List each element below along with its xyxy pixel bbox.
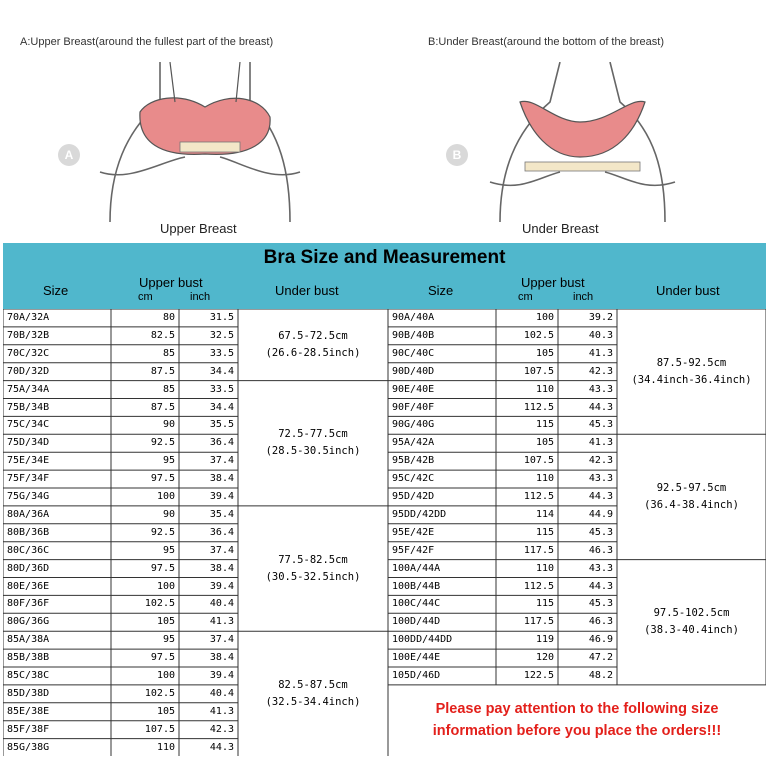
table-title: Bra Size and Measurement bbox=[263, 247, 506, 268]
upper-bust-inch-cell: 46.9 bbox=[588, 634, 613, 646]
under-bust-range bbox=[238, 328, 388, 362]
upper-bust-inch-cell: 44.3 bbox=[588, 580, 613, 592]
upper-bust-cm-cell: 107.5 bbox=[523, 365, 554, 377]
upper-bust-cm-cell: 115 bbox=[535, 598, 554, 610]
upper-bust-inch-cell: 32.5 bbox=[209, 329, 234, 341]
upper-bust-cm-cell: 110 bbox=[535, 562, 554, 574]
upper-bust-cm-cell: 100 bbox=[156, 491, 175, 502]
upper-bust-cm-cell: 102.5 bbox=[144, 598, 175, 610]
upper-bust-inch-cell: 41.3 bbox=[588, 437, 613, 449]
order-notice bbox=[388, 698, 766, 742]
upper-bust-cm-cell: 90 bbox=[162, 508, 175, 520]
size-cell: 75D/34D bbox=[7, 437, 50, 449]
upper-bust-inch-cell: 39.4 bbox=[209, 491, 234, 502]
upper-breast-label: Upper Breast bbox=[160, 221, 237, 236]
header-upper-bust-right: Upper bust bbox=[521, 275, 585, 290]
upper-bust-inch-cell: 41.3 bbox=[588, 347, 613, 359]
size-cell: 100A/44A bbox=[392, 562, 441, 574]
upper-bust-cm-cell: 117.5 bbox=[523, 544, 554, 556]
size-cell: 90C/40C bbox=[392, 347, 435, 359]
upper-bust-inch-cell: 44.3 bbox=[588, 401, 613, 413]
header-size-right: Size bbox=[428, 283, 454, 298]
under-bust-cm: 92.5-97.5cm bbox=[656, 481, 727, 494]
under-bust-range bbox=[617, 605, 766, 639]
size-cell: 95F/42F bbox=[392, 544, 435, 556]
size-cell: 85B/38B bbox=[7, 652, 50, 664]
under-bust-inch: (36.4-38.4inch) bbox=[644, 498, 739, 511]
upper-bust-cm-cell: 100 bbox=[156, 670, 175, 681]
upper-bust-inch-cell: 45.3 bbox=[588, 598, 613, 610]
upper-bust-inch-cell: 40.4 bbox=[209, 598, 234, 610]
upper-bust-inch-cell: 38.4 bbox=[209, 473, 234, 485]
upper-bust-cm-cell: 92.5 bbox=[150, 526, 175, 538]
upper-bust-cm-cell: 80 bbox=[162, 312, 175, 323]
size-cell: 85E/38E bbox=[7, 705, 50, 717]
size-cell: 90B/40B bbox=[392, 329, 435, 341]
upper-bust-cm-cell: 107.5 bbox=[523, 455, 554, 467]
upper-bust-cm-cell: 110 bbox=[156, 741, 175, 753]
upper-bust-inch-cell: 40.4 bbox=[209, 687, 234, 699]
upper-bust-inch-cell: 37.4 bbox=[209, 544, 234, 556]
upper-bust-cm-cell: 95 bbox=[162, 634, 175, 646]
upper-bust-inch-cell: 35.5 bbox=[209, 419, 234, 431]
under-bust-range bbox=[617, 480, 766, 514]
upper-bust-cm-cell: 102.5 bbox=[144, 687, 175, 699]
size-cell: 100B/44B bbox=[392, 580, 441, 592]
upper-bust-cm-cell: 97.5 bbox=[150, 473, 175, 485]
upper-bust-inch-cell: 42.3 bbox=[588, 365, 613, 377]
size-cell: 100C/44C bbox=[392, 598, 441, 610]
size-cell: 85G/38G bbox=[7, 741, 50, 753]
size-cell: 85F/38F bbox=[7, 723, 50, 735]
upper-bust-cm-cell: 87.5 bbox=[150, 401, 175, 413]
size-cell: 80G/36G bbox=[7, 616, 50, 628]
size-cell: 90E/40E bbox=[392, 383, 435, 395]
under-bust-cm: 82.5-87.5cm bbox=[278, 678, 348, 691]
order-notice-line-1: Please pay attention to the following size bbox=[435, 701, 719, 717]
header-upper-bust-left: Upper bust bbox=[139, 275, 203, 290]
upper-bust-cm-cell: 95 bbox=[162, 455, 175, 467]
size-table bbox=[3, 309, 766, 756]
upper-bust-cm-cell: 110 bbox=[535, 383, 554, 395]
size-cell: 95C/42C bbox=[392, 473, 435, 485]
size-cell: 75B/34B bbox=[7, 401, 50, 413]
size-cell: 75A/34A bbox=[7, 383, 50, 395]
upper-bust-inch-cell: 44.9 bbox=[588, 508, 613, 520]
badge-b: B bbox=[446, 144, 468, 166]
under-bust-inch: (26.6-28.5inch) bbox=[265, 346, 361, 359]
upper-bust-cm-cell: 97.5 bbox=[150, 562, 175, 574]
header-under-bust-right: Under bust bbox=[656, 283, 720, 298]
upper-bust-cm-cell: 105 bbox=[535, 347, 554, 359]
under-bust-cm: 97.5-102.5cm bbox=[653, 607, 730, 620]
upper-bust-cm-cell: 119 bbox=[535, 634, 554, 646]
under-bust-inch: (30.5-32.5inch) bbox=[265, 570, 361, 583]
upper-bust-cm-cell: 92.5 bbox=[150, 437, 175, 449]
upper-bust-inch-cell: 31.5 bbox=[209, 312, 234, 323]
size-cell: 105D/46D bbox=[392, 670, 441, 681]
upper-bust-inch-cell: 36.4 bbox=[209, 437, 234, 449]
upper-bust-cm-cell: 95 bbox=[162, 544, 175, 556]
size-cell: 85C/38C bbox=[7, 670, 50, 681]
upper-bust-inch-cell: 34.4 bbox=[209, 365, 234, 377]
table-header bbox=[3, 243, 766, 309]
size-cell: 80C/36C bbox=[7, 544, 50, 556]
upper-bust-cm-cell: 114 bbox=[535, 508, 554, 520]
under-bust-range bbox=[238, 552, 388, 586]
upper-bust-inch-cell: 39.2 bbox=[588, 312, 613, 323]
under-breast-label: Under Breast bbox=[522, 221, 599, 236]
under-bust-cm: 67.5-72.5cm bbox=[278, 329, 348, 342]
upper-bust-cm-cell: 105 bbox=[156, 705, 175, 717]
upper-bust-cm-cell: 120 bbox=[535, 652, 554, 664]
size-cell: 75F/34F bbox=[7, 473, 50, 485]
upper-bust-inch-cell: 46.3 bbox=[588, 616, 613, 628]
size-cell: 95D/42D bbox=[392, 491, 435, 502]
size-cell: 95B/42B bbox=[392, 455, 435, 467]
size-cell: 70A/32A bbox=[7, 312, 50, 323]
upper-bust-inch-cell: 42.3 bbox=[588, 455, 613, 467]
upper-bust-inch-cell: 40.3 bbox=[588, 329, 613, 341]
upper-bust-cm-cell: 115 bbox=[535, 419, 554, 431]
size-cell: 100D/44D bbox=[392, 616, 441, 628]
upper-bust-cm-cell: 112.5 bbox=[523, 401, 554, 413]
upper-bust-cm-cell: 110 bbox=[535, 473, 554, 485]
size-cell: 75C/34C bbox=[7, 419, 50, 431]
size-cell: 80D/36D bbox=[7, 562, 50, 574]
header-inch-left: inch bbox=[190, 291, 211, 303]
size-cell: 95A/42A bbox=[392, 437, 435, 449]
upper-bust-inch-cell: 45.3 bbox=[588, 419, 613, 431]
header-inch-right: inch bbox=[573, 291, 594, 303]
upper-bust-inch-cell: 36.4 bbox=[209, 526, 234, 538]
upper-bust-cm-cell: 90 bbox=[162, 419, 175, 431]
upper-bust-inch-cell: 34.4 bbox=[209, 401, 234, 413]
upper-bust-inch-cell: 43.3 bbox=[588, 562, 613, 574]
upper-bust-cm-cell: 102.5 bbox=[523, 329, 554, 341]
caption-upper-breast: A:Upper Breast(around the fullest part of the breast) bbox=[20, 36, 274, 48]
upper-bust-inch-cell: 42.3 bbox=[209, 723, 234, 735]
header-cm-left: cm bbox=[138, 291, 153, 303]
size-cell: 90F/40F bbox=[392, 401, 435, 413]
header-cm-right: cm bbox=[518, 291, 533, 303]
upper-bust-inch-cell: 47.2 bbox=[588, 652, 613, 664]
upper-bust-cm-cell: 85 bbox=[162, 383, 175, 395]
upper-bust-cm-cell: 115 bbox=[535, 526, 554, 538]
size-cell: 70B/32B bbox=[7, 329, 50, 341]
size-cell: 95DD/42DD bbox=[392, 508, 447, 520]
size-cell: 80F/36F bbox=[7, 598, 50, 610]
upper-bust-cm-cell: 107.5 bbox=[144, 723, 175, 735]
under-bust-cm: 87.5-92.5cm bbox=[656, 356, 727, 369]
upper-bust-inch-cell: 44.3 bbox=[588, 491, 613, 502]
upper-bust-inch-cell: 45.3 bbox=[588, 526, 613, 538]
upper-bust-cm-cell: 82.5 bbox=[150, 329, 175, 341]
size-cell: 85A/38A bbox=[7, 634, 50, 646]
upper-bust-inch-cell: 41.3 bbox=[209, 616, 234, 628]
upper-bust-inch-cell: 39.4 bbox=[209, 580, 234, 592]
upper-bust-inch-cell: 43.3 bbox=[588, 383, 613, 395]
header-size-left: Size bbox=[43, 283, 69, 298]
upper-bust-inch-cell: 37.4 bbox=[209, 455, 234, 467]
upper-bust-cm-cell: 105 bbox=[535, 437, 554, 449]
size-cell: 80A/36A bbox=[7, 508, 50, 520]
under-bust-inch: (38.3-40.4inch) bbox=[644, 624, 739, 637]
upper-bust-inch-cell: 48.2 bbox=[588, 670, 613, 681]
size-cell: 95E/42E bbox=[392, 526, 435, 538]
under-bust-cm: 72.5-77.5cm bbox=[278, 428, 348, 441]
upper-bust-inch-cell: 33.5 bbox=[209, 347, 234, 359]
under-bust-inch: (32.5-34.4inch) bbox=[265, 695, 361, 708]
header-under-bust-left: Under bust bbox=[275, 283, 339, 298]
upper-bust-cm-cell: 122.5 bbox=[523, 670, 554, 681]
upper-bust-cm-cell: 100 bbox=[156, 580, 175, 592]
upper-bust-cm-cell: 100 bbox=[535, 312, 554, 323]
under-breast-illustration bbox=[480, 62, 680, 222]
size-cell: 70C/32C bbox=[7, 347, 50, 359]
upper-bust-cm-cell: 105 bbox=[156, 616, 175, 628]
size-cell: 90D/40D bbox=[392, 365, 435, 377]
upper-bust-inch-cell: 35.4 bbox=[209, 508, 234, 520]
badge-a: A bbox=[58, 144, 80, 166]
under-bust-inch: (28.5-30.5inch) bbox=[265, 445, 361, 458]
under-bust-inch: (34.4inch-36.4inch) bbox=[631, 373, 752, 386]
under-bust-range bbox=[617, 355, 766, 389]
upper-bust-inch-cell: 41.3 bbox=[209, 705, 234, 717]
under-bust-range bbox=[238, 426, 388, 460]
order-notice-line-2: information before you place the orders!!! bbox=[432, 723, 722, 739]
under-bust-cm: 77.5-82.5cm bbox=[278, 553, 348, 566]
size-cell: 100E/44E bbox=[392, 652, 441, 664]
size-cell: 85D/38D bbox=[7, 687, 50, 699]
upper-bust-inch-cell: 46.3 bbox=[588, 544, 613, 556]
upper-bust-inch-cell: 33.5 bbox=[209, 383, 234, 395]
upper-bust-inch-cell: 43.3 bbox=[588, 473, 613, 485]
size-cell: 75G/34G bbox=[7, 491, 50, 502]
size-cell: 90G/40G bbox=[392, 419, 435, 431]
size-cell: 75E/34E bbox=[7, 455, 50, 467]
caption-under-breast: B:Under Breast(around the bottom of the breast) bbox=[428, 36, 665, 48]
upper-bust-inch-cell: 39.4 bbox=[209, 670, 234, 681]
size-cell: 100DD/44DD bbox=[392, 634, 453, 646]
upper-bust-inch-cell: 37.4 bbox=[209, 634, 234, 646]
upper-bust-cm-cell: 117.5 bbox=[523, 616, 554, 628]
upper-bust-cm-cell: 112.5 bbox=[523, 491, 554, 502]
upper-bust-cm-cell: 97.5 bbox=[150, 652, 175, 664]
size-cell: 70D/32D bbox=[7, 365, 50, 377]
upper-bust-cm-cell: 85 bbox=[162, 347, 175, 359]
upper-bust-inch-cell: 38.4 bbox=[209, 652, 234, 664]
upper-bust-cm-cell: 112.5 bbox=[523, 580, 554, 592]
size-cell: 80B/36B bbox=[7, 526, 50, 538]
upper-bust-cm-cell: 87.5 bbox=[150, 365, 175, 377]
upper-bust-inch-cell: 38.4 bbox=[209, 562, 234, 574]
size-cell: 80E/36E bbox=[7, 580, 50, 592]
size-cell: 90A/40A bbox=[392, 312, 435, 323]
upper-breast-illustration bbox=[90, 62, 310, 222]
under-bust-range bbox=[238, 677, 388, 711]
upper-bust-inch-cell: 44.3 bbox=[209, 741, 234, 753]
